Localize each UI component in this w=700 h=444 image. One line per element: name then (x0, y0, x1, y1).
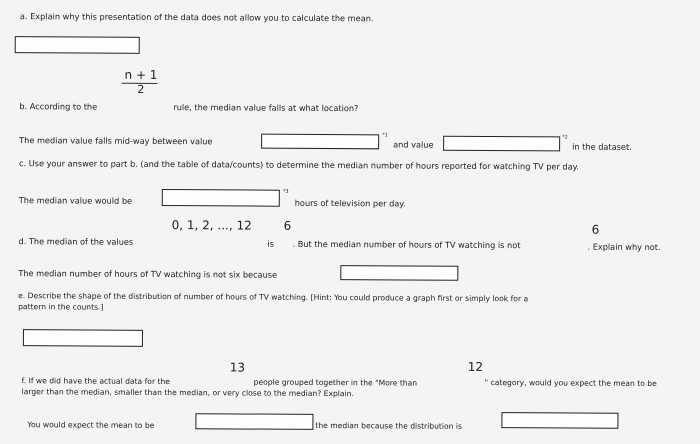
superscript-3: *3 (282, 188, 289, 195)
part-d-answer-box[interactable] (340, 265, 458, 281)
part-b-prompt-end: rule, the median value falls at what location? (173, 102, 359, 114)
part-c-line-start: The median value would be (18, 195, 133, 206)
part-f-line1-end: " category, would you expect the mean to be (484, 377, 657, 389)
part-f-distribution-box[interactable] (501, 412, 618, 429)
part-d-is: is (267, 238, 275, 249)
part-d-but: . But the median number of hours of TV watching is not (292, 238, 521, 251)
part-c-line-end: hours of television per day. (294, 197, 406, 209)
values-set: 0, 1, 2, ..., 12 (171, 218, 252, 233)
part-f-answer-start: You would expect the mean to be (27, 420, 155, 430)
part-f-answer-mid: the median because the distribution is (315, 420, 462, 431)
superscript-2: *2 (562, 134, 568, 141)
part-f-line1-mid: people grouped together in the "More than (253, 377, 418, 388)
part-e-prompt-line1: e. Describe the shape of the distribution of number of hours of TV watching. [Hint: You could produce a graph first or simply look for a (18, 291, 529, 304)
part-e-answer-box[interactable] (23, 329, 143, 347)
part-a-prompt: a. Explain why this presentation of the data does not allow you to calculate the mean. (19, 11, 374, 24)
part-d-line: The median number of hours of TV watching is not six because (18, 268, 278, 280)
part-f-line1-start: f. If we did have the actual data for the (21, 376, 170, 387)
part-e-prompt-line2: pattern in the counts.] (18, 302, 104, 312)
part-b-value1-box[interactable] (261, 134, 379, 150)
part-c-prompt: c. Use your answer to part b. (and the table of data/counts) to determine the median number of hours reported for watching TV per day. (18, 158, 579, 172)
part-f-line2: larger than the median, smaller than the median, or very close to the median? Explain. (21, 387, 354, 399)
median-six-b: 6 (591, 222, 600, 237)
number-13: 13 (229, 360, 246, 375)
median-six-a: 6 (283, 218, 292, 233)
formula-denominator: 2 (137, 82, 145, 96)
part-a-answer-box[interactable] (15, 36, 140, 54)
part-b-line-start: The median value falls mid-way between value (19, 135, 213, 147)
part-f-mean-box[interactable] (195, 413, 313, 430)
formula-numerator: n + 1 (124, 67, 158, 82)
part-b-prompt-start: b. According to the (19, 101, 98, 112)
part-b-line-mid: and value (393, 139, 434, 150)
part-c-median-box[interactable] (162, 189, 280, 207)
part-d-label: d. The median of the values (18, 236, 134, 247)
part-b-line-end: in the dataset. (572, 141, 632, 152)
part-b-value2-box[interactable] (443, 136, 560, 152)
superscript-1: *1 (382, 132, 388, 139)
number-12: 12 (467, 359, 484, 374)
part-d-explain: . Explain why not. (587, 241, 661, 253)
